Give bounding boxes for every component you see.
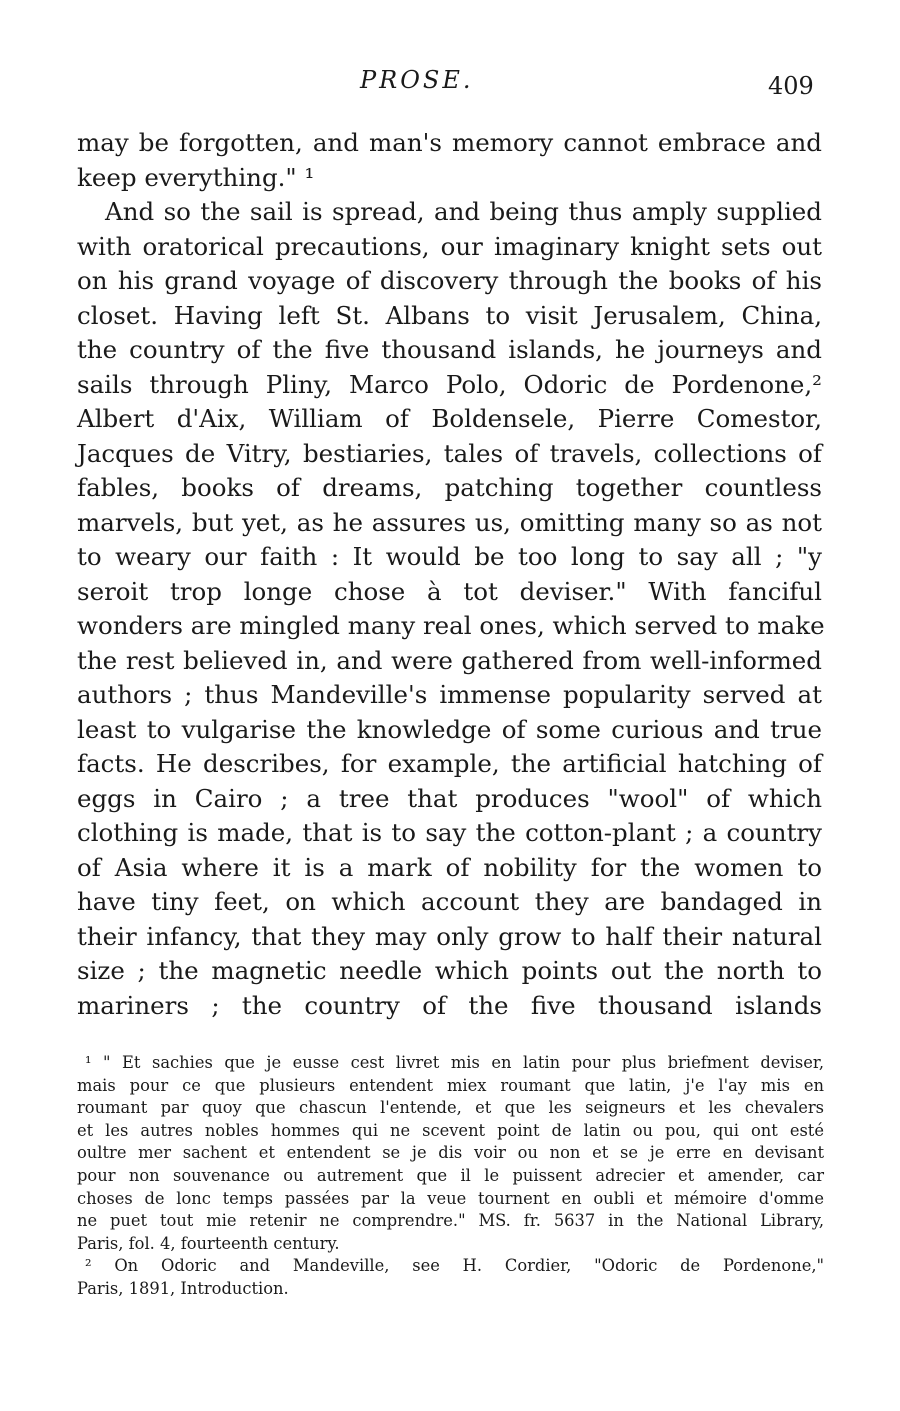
body-line: their infancy, that they may only grow to half their natural	[77, 921, 822, 951]
body-line: authors ; thus Mandeville's immense popularity served at	[77, 680, 822, 709]
body-line: Jacques de Vitry, bestiaries, tales of travels, collections of	[77, 438, 822, 468]
body-line: wonders are mingled many real ones, which served to make	[77, 611, 825, 640]
body-line: size ; the magnetic needle which points out the north to	[77, 956, 822, 985]
footnotes	[77, 1052, 824, 1301]
footnote-line: pour non souvenance ou autrement que il le puissent adrecier et amender, car	[77, 1165, 824, 1185]
body-line: And so the sail is spread, and being thus amply supplied	[105, 197, 822, 226]
body-line: may be forgotten, and man's memory cannot embrace and	[77, 128, 822, 157]
footnote-line: oultre mer sachent et entendent se je dis voir ou non et se je erre en devisant	[77, 1143, 824, 1163]
footnote-line: ² On Odoric and Mandeville, see H. Cordier, "Odoric de Pordenone,"	[85, 1256, 824, 1276]
footnote-line: ¹ " Et sachies que je eusse cest livret mis en latin pour plus briefment deviser,	[85, 1053, 824, 1072]
body-line: facts. He describes, for example, the artificial hatching of	[77, 749, 822, 778]
body-line: closet. Having left St. Albans to visit Jerusalem, China,	[77, 300, 822, 330]
footnote-line: Paris, fol. 4, fourteenth century.	[77, 1233, 340, 1253]
body-line: to weary our faith : It would be too long to say all ; "y	[77, 542, 822, 571]
running-head	[0, 66, 900, 106]
body-line: mariners ; the country of the five thousand islands	[77, 990, 822, 1020]
body-line: the rest believed in, and were gathered from well-informed	[77, 645, 822, 675]
footnote-line: roumant par quoy que chascun l'entende, et que les seigneurs et les chevalers	[77, 1098, 824, 1118]
body-text	[77, 126, 825, 1023]
body-line: eggs in Cairo ; a tree that produces "wool" of which	[77, 783, 822, 813]
body-line: of Asia where it is a mark of nobility for the women to	[77, 852, 822, 882]
body-line: Albert d'Aix, William of Boldensele, Pierre Comestor,	[77, 404, 822, 433]
body-line: seroit trop longe chose à tot deviser." With fanciful	[77, 576, 822, 606]
body-line: marvels, but yet, as he assures us, omitting many so as not	[77, 507, 822, 537]
body-line: keep everything." ¹	[77, 162, 315, 192]
footnote-line: mais pour ce que plusieurs entendent miex roumant que latin, j'e l'ay mis en	[77, 1075, 824, 1095]
footnote-line: et les autres nobles hommes qui ne scevent point de latin ou pou, qui ont esté	[77, 1120, 824, 1140]
body-line: have tiny feet, on which account they are bandaged in	[77, 887, 822, 916]
body-line: the country of the five thousand islands, he journeys and	[77, 335, 822, 364]
body-line: sails through Pliny, Marco Polo, Odoric de Pordenone,²	[77, 369, 822, 399]
footnote-line: ne puet tout mie retenir ne comprendre." MS. fr. 5637 in the National Library,	[77, 1211, 824, 1231]
body-line: least to vulgarise the knowledge of some curious and true	[77, 714, 822, 744]
footnote-line: Paris, 1891, Introduction.	[77, 1278, 289, 1298]
body-line: with oratorical precautions, our imaginary knight sets out	[77, 231, 822, 261]
footnote-line: choses de lonc temps passées par la veue tournent en oubli et mémoire d'omme	[77, 1188, 824, 1208]
running-head-title: PROSE.	[360, 66, 474, 94]
body-line: fables, books of dreams, patching together countless	[77, 473, 822, 502]
body-line: clothing is made, that is to say the cotton-plant ; a country	[77, 818, 822, 847]
page-number: 409	[768, 72, 814, 100]
body-line: on his grand voyage of discovery through the books of his	[77, 266, 822, 295]
